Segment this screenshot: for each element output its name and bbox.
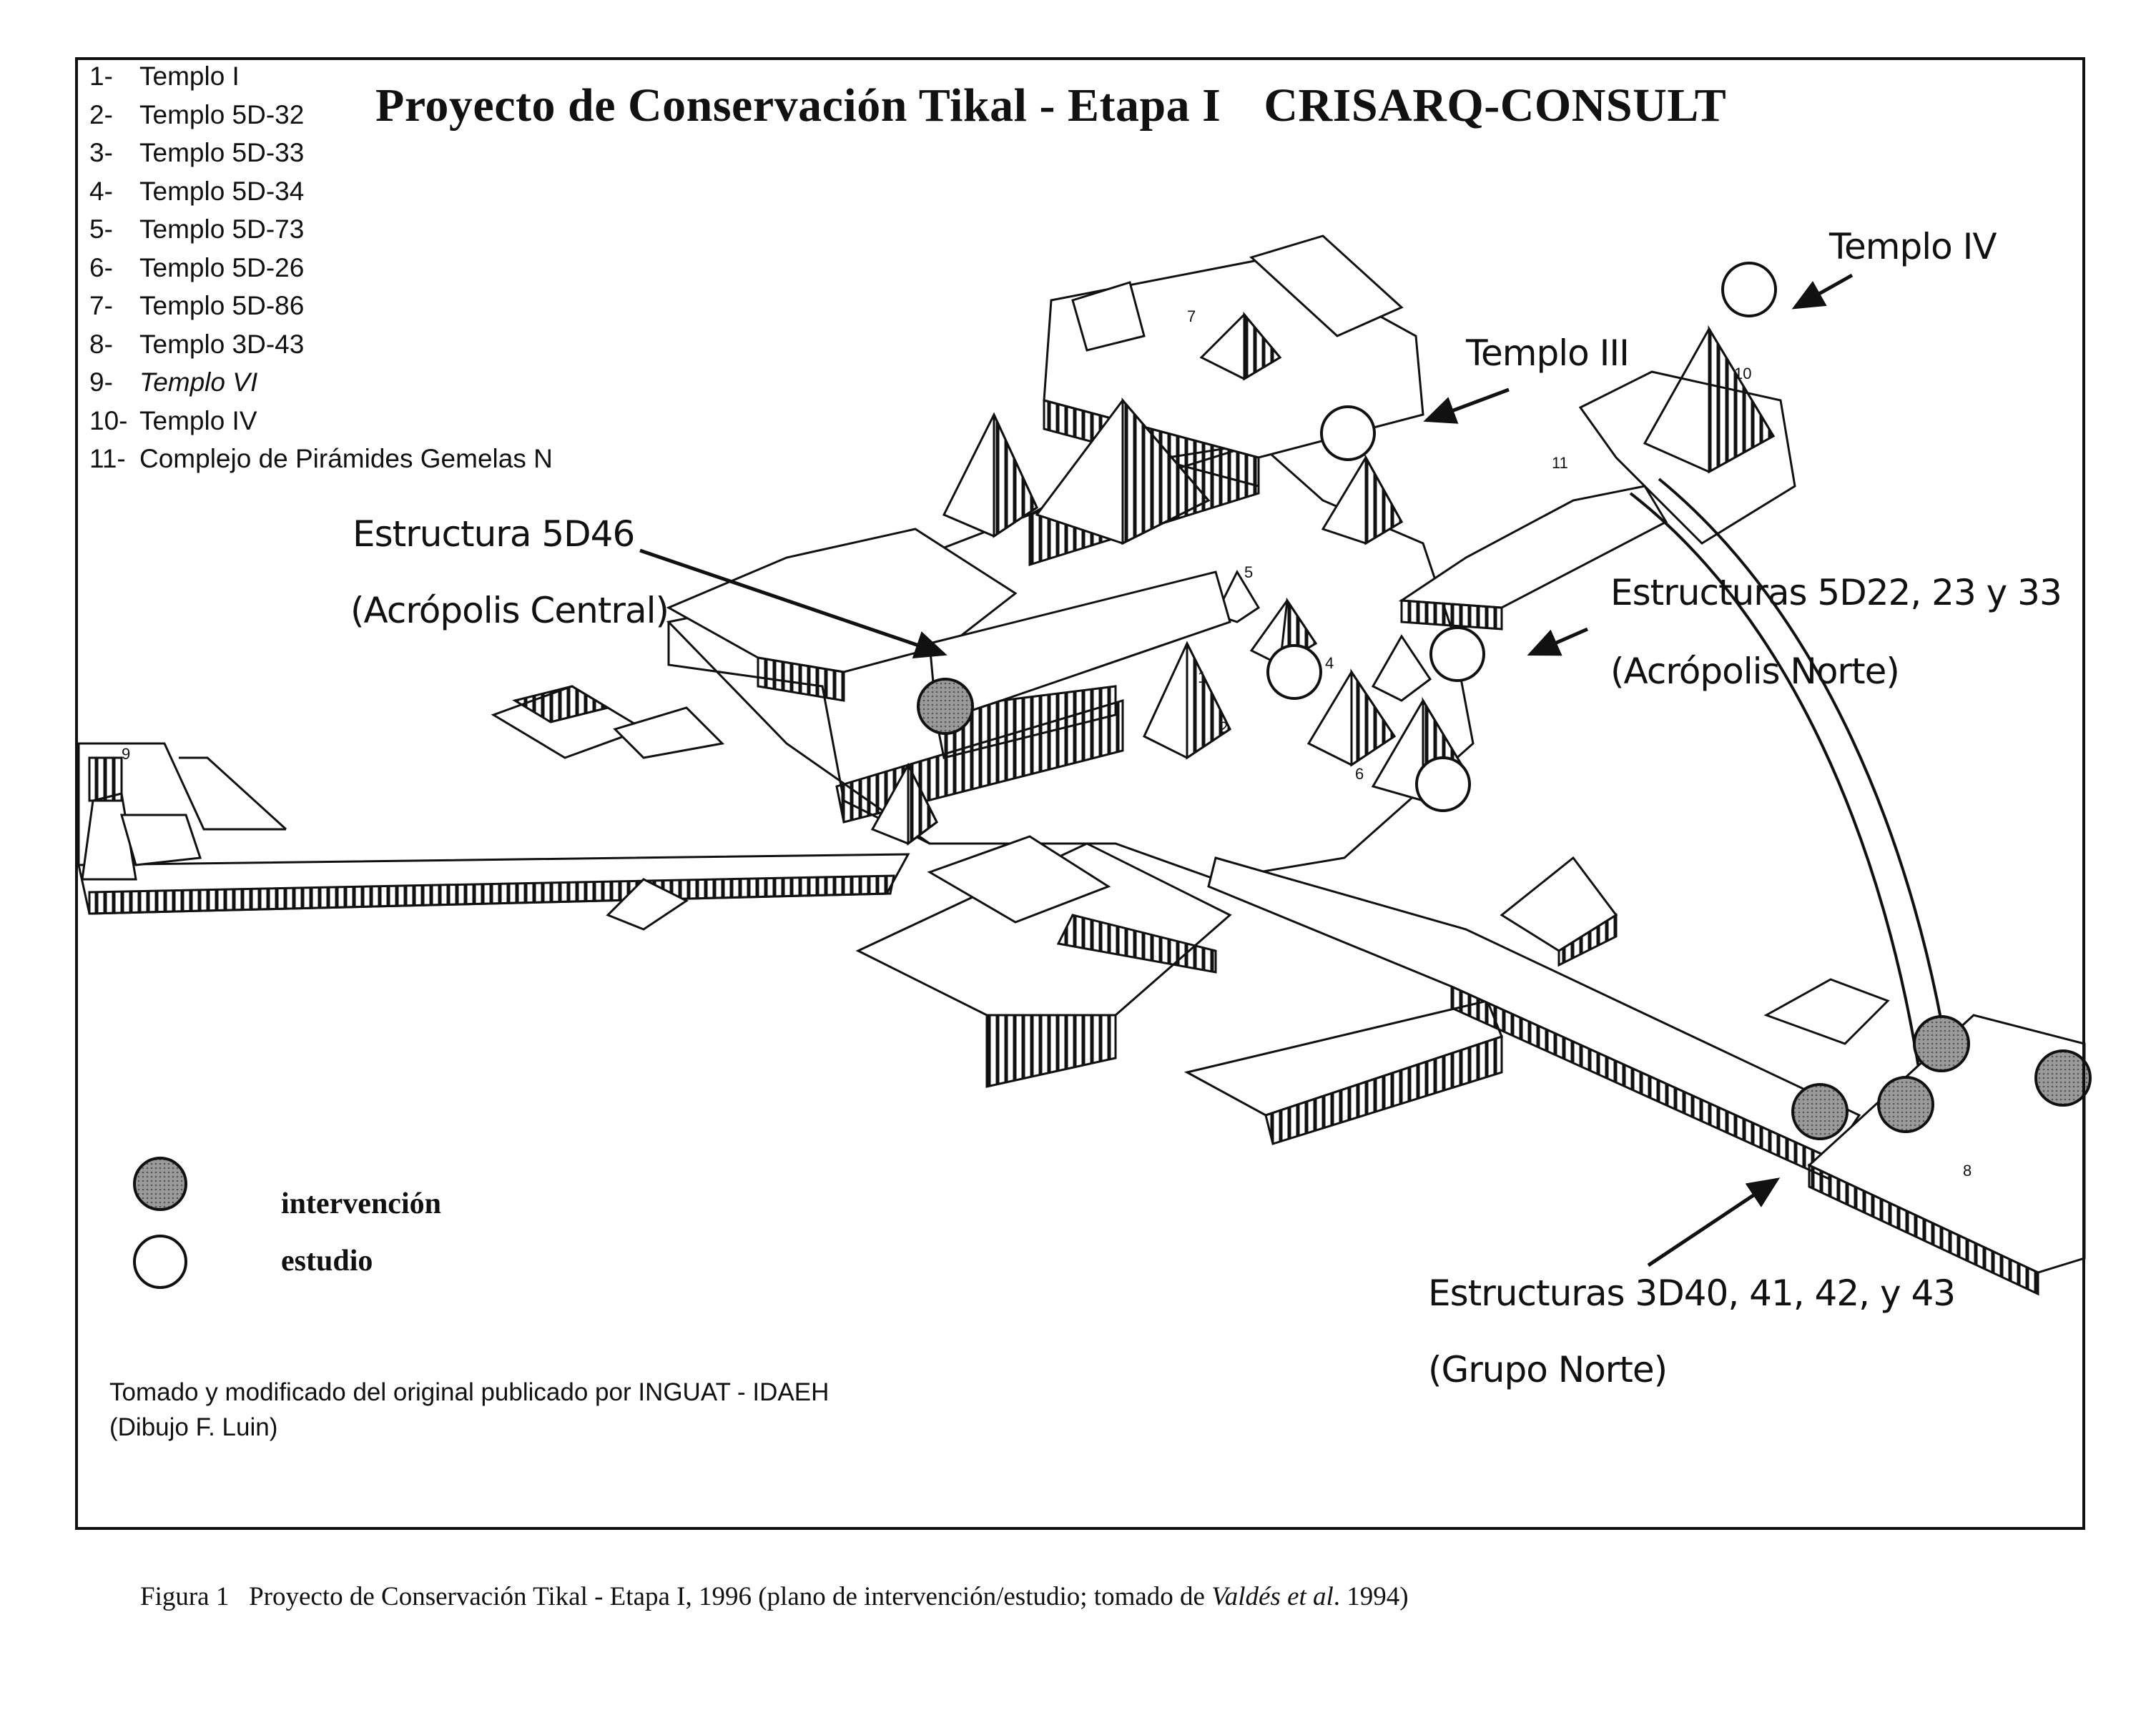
- legend-number: 8-: [89, 329, 113, 359]
- legend-name: Templo 3D-43: [139, 329, 305, 359]
- legend-number: 2-: [89, 99, 113, 129]
- label-acropolis-norte: (Acrópolis Norte): [1610, 651, 1899, 692]
- caption-year: . 1994): [1333, 1582, 1409, 1611]
- label-estructuras-3d40: Estructuras 3D40, 41, 42, y 43: [1428, 1272, 1956, 1314]
- map-number-2: 2: [1219, 718, 1229, 736]
- map-number-4: 4: [1325, 654, 1334, 672]
- legend-name: Templo 5D-34: [139, 176, 305, 206]
- legend-name: Templo I: [139, 61, 240, 91]
- legend-name: Templo 5D-32: [139, 99, 305, 129]
- legend-name: Templo 5D-86: [139, 291, 305, 320]
- legend-item: [89, 214, 633, 253]
- map-number-10: 10: [1734, 365, 1752, 382]
- caption-et-al: et al: [1287, 1582, 1334, 1611]
- map-number-1: 1: [1198, 668, 1207, 686]
- label-estructura-5d46: Estructura 5D46: [353, 513, 635, 555]
- legend-item: [89, 330, 633, 368]
- legend-name: Templo 5D-26: [139, 252, 305, 282]
- legend-number: 10-: [89, 405, 128, 435]
- legend-item: [89, 444, 633, 483]
- label-estructuras-5d22: Estructuras 5D22, 23 y 33: [1610, 572, 2062, 613]
- legend-item: [89, 177, 633, 215]
- legend-number: 1-: [89, 61, 113, 91]
- label-templo-iv: Templo IV: [1829, 226, 1997, 267]
- caption-text: Proyecto de Conservación Tikal - Etapa I, 1996 (plano de intervención/estudio; tomado de: [249, 1582, 1205, 1611]
- map-number-9: 9: [122, 745, 131, 763]
- credit-line-2: (Dibujo F. Luin): [109, 1413, 278, 1441]
- legend-item: [89, 291, 633, 330]
- title-main: Proyecto de Conservación Tikal - Etapa I: [375, 79, 1221, 132]
- legend-number: 11-: [89, 444, 126, 473]
- map-number-11: 11: [1552, 454, 1568, 472]
- legend-item: [89, 367, 633, 406]
- figure-caption: [140, 1581, 1409, 1612]
- map-number-5: 5: [1244, 563, 1254, 581]
- legend-number: 4-: [89, 176, 113, 206]
- caption-label: Figura 1: [140, 1582, 230, 1611]
- legend-number: 3-: [89, 138, 113, 167]
- title-org: CRISARQ-CONSULT: [1264, 79, 1727, 132]
- legend-number: 7-: [89, 291, 113, 320]
- key-intervencion-label: intervención: [281, 1187, 441, 1220]
- legend-name: Templo 5D-33: [139, 138, 305, 167]
- legend-name: Complejo de Pirámides Gemelas N: [139, 444, 553, 473]
- map-number-7: 7: [1187, 307, 1196, 325]
- legend-number: 6-: [89, 252, 113, 282]
- legend-name: Templo IV: [139, 405, 257, 435]
- legend-item: [89, 253, 633, 292]
- legend-number: 5-: [89, 214, 113, 244]
- key-estudio-label: estudio: [281, 1245, 373, 1277]
- map-number-6: 6: [1355, 765, 1364, 783]
- caption-author: Valdés: [1211, 1582, 1281, 1611]
- map-title: [375, 79, 1726, 133]
- legend-name: Templo VI: [139, 367, 258, 397]
- legend-name: Templo 5D-73: [139, 214, 305, 244]
- label-acropolis-central: (Acrópolis Central): [350, 590, 669, 631]
- legend-number: 9-: [89, 367, 113, 397]
- legend-item: [89, 406, 633, 445]
- legend-item: [89, 138, 633, 177]
- label-grupo-norte: (Grupo Norte): [1428, 1349, 1668, 1390]
- credit-line-1: Tomado y modificado del original publicado por INGUAT - IDAEH: [109, 1378, 830, 1406]
- map-number-8: 8: [1963, 1162, 1972, 1180]
- label-templo-iii: Templo III: [1466, 332, 1629, 374]
